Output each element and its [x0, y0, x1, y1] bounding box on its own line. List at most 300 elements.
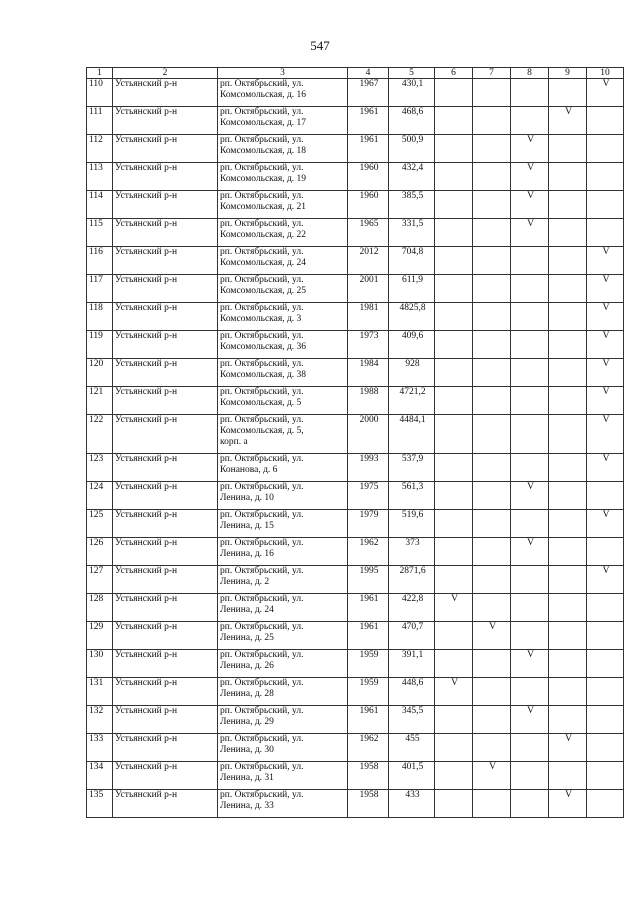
- area-cell: 704,8: [389, 247, 435, 275]
- address-line: Ленина, д. 16: [220, 549, 274, 559]
- mark-cell: [473, 510, 511, 538]
- address-line: Комсомольская, д. 19: [220, 174, 307, 184]
- area-cell: 373: [389, 538, 435, 566]
- area-cell: 409,6: [389, 331, 435, 359]
- year-cell: 1961: [348, 594, 389, 622]
- row-number: 121: [87, 387, 113, 415]
- address-line: Ленина, д. 24: [220, 605, 274, 615]
- address-line: рп. Октябрьский, ул.: [220, 191, 304, 201]
- address-line: Ленина, д. 2: [220, 577, 270, 587]
- mark-cell: [435, 359, 473, 387]
- year-cell: 2001: [348, 275, 389, 303]
- address-cell: [218, 566, 348, 594]
- year-cell: 1960: [348, 163, 389, 191]
- address-line: Комсомольская, д. 18: [220, 146, 307, 156]
- mark-cell: [473, 387, 511, 415]
- mark-cell: [549, 331, 587, 359]
- mark-cell: [511, 790, 549, 818]
- mark-cell: [587, 790, 624, 818]
- table-row: [87, 331, 624, 359]
- address-line: Конанова, д. 6: [220, 465, 278, 475]
- mark-cell: [435, 331, 473, 359]
- column-header: 10: [587, 68, 624, 79]
- year-cell: 2000: [348, 415, 389, 454]
- mark-cell: [587, 191, 624, 219]
- mark-cell: V: [587, 387, 624, 415]
- district-cell: Устьянский р-н: [113, 510, 218, 538]
- address-line: рп. Октябрьский, ул.: [220, 219, 304, 229]
- area-cell: 331,5: [389, 219, 435, 247]
- area-cell: 422,8: [389, 594, 435, 622]
- mark-cell: [587, 219, 624, 247]
- table-row: [87, 650, 624, 678]
- mark-cell: [435, 734, 473, 762]
- district-cell: Устьянский р-н: [113, 163, 218, 191]
- mark-cell: [511, 594, 549, 622]
- mark-cell: [473, 303, 511, 331]
- mark-cell: V: [473, 622, 511, 650]
- mark-cell: [435, 510, 473, 538]
- mark-cell: [435, 191, 473, 219]
- year-cell: 1995: [348, 566, 389, 594]
- mark-cell: V: [587, 359, 624, 387]
- address-cell: [218, 762, 348, 790]
- table-row: [87, 387, 624, 415]
- mark-cell: [511, 510, 549, 538]
- mark-cell: [549, 706, 587, 734]
- mark-cell: [473, 734, 511, 762]
- mark-cell: V: [549, 734, 587, 762]
- mark-cell: [511, 331, 549, 359]
- mark-cell: [587, 622, 624, 650]
- address-cell: [218, 275, 348, 303]
- year-cell: 1975: [348, 482, 389, 510]
- district-cell: Устьянский р-н: [113, 247, 218, 275]
- mark-cell: [587, 650, 624, 678]
- mark-cell: [587, 734, 624, 762]
- row-number: 125: [87, 510, 113, 538]
- address-line: Ленина, д. 33: [220, 801, 274, 811]
- column-number-row: [87, 68, 624, 79]
- address-line: Ленина, д. 28: [220, 689, 274, 699]
- mark-cell: [549, 387, 587, 415]
- mark-cell: V: [473, 762, 511, 790]
- mark-cell: [473, 678, 511, 706]
- row-number: 110: [87, 79, 113, 107]
- mark-cell: [587, 107, 624, 135]
- district-cell: Устьянский р-н: [113, 594, 218, 622]
- mark-cell: V: [511, 538, 549, 566]
- mark-cell: [511, 303, 549, 331]
- mark-cell: [549, 219, 587, 247]
- row-number: 123: [87, 454, 113, 482]
- address-line: Ленина, д. 26: [220, 661, 274, 671]
- mark-cell: [435, 79, 473, 107]
- address-cell: [218, 650, 348, 678]
- address-line: Комсомольская, д. 38: [220, 370, 307, 380]
- table-row: [87, 482, 624, 510]
- address-line: Ленина, д. 15: [220, 521, 274, 531]
- year-cell: 1967: [348, 79, 389, 107]
- address-cell: [218, 678, 348, 706]
- mark-cell: [473, 706, 511, 734]
- address-cell: [218, 482, 348, 510]
- mark-cell: [435, 790, 473, 818]
- row-number: 113: [87, 163, 113, 191]
- mark-cell: [435, 454, 473, 482]
- address-line: рп. Октябрьский, ул.: [220, 734, 304, 744]
- mark-cell: [511, 107, 549, 135]
- address-cell: [218, 79, 348, 107]
- year-cell: 1962: [348, 538, 389, 566]
- address-cell: [218, 247, 348, 275]
- row-number: 133: [87, 734, 113, 762]
- mark-cell: V: [587, 566, 624, 594]
- row-number: 132: [87, 706, 113, 734]
- address-line: рп. Октябрьский, ул.: [220, 790, 304, 800]
- mark-cell: [511, 359, 549, 387]
- mark-cell: V: [511, 135, 549, 163]
- table-row: [87, 359, 624, 387]
- table-row: [87, 566, 624, 594]
- mark-cell: [435, 163, 473, 191]
- page-number: 547: [310, 38, 330, 53]
- mark-cell: [511, 387, 549, 415]
- year-cell: 1961: [348, 706, 389, 734]
- year-cell: 1961: [348, 135, 389, 163]
- area-cell: 928: [389, 359, 435, 387]
- table-row: [87, 622, 624, 650]
- table-row: [87, 454, 624, 482]
- year-cell: 1988: [348, 387, 389, 415]
- mark-cell: [549, 415, 587, 454]
- address-cell: [218, 538, 348, 566]
- mark-cell: [549, 622, 587, 650]
- district-cell: Устьянский р-н: [113, 135, 218, 163]
- address-cell: [218, 303, 348, 331]
- area-cell: 4721,2: [389, 387, 435, 415]
- table-row: [87, 275, 624, 303]
- mark-cell: [435, 303, 473, 331]
- area-cell: 561,3: [389, 482, 435, 510]
- address-line: рп. Октябрьский, ул.: [220, 163, 304, 173]
- mark-cell: [549, 275, 587, 303]
- mark-cell: [549, 191, 587, 219]
- mark-cell: [435, 219, 473, 247]
- address-line: Комсомольская, д. 24: [220, 258, 307, 268]
- address-line: рп. Октябрьский, ул.: [220, 594, 304, 604]
- row-number: 122: [87, 415, 113, 454]
- district-cell: Устьянский р-н: [113, 650, 218, 678]
- mark-cell: [511, 762, 549, 790]
- mark-cell: V: [435, 678, 473, 706]
- area-cell: 4484,1: [389, 415, 435, 454]
- area-cell: 611,9: [389, 275, 435, 303]
- area-cell: 432,4: [389, 163, 435, 191]
- mark-cell: [549, 482, 587, 510]
- address-cell: [218, 163, 348, 191]
- district-cell: Устьянский р-н: [113, 566, 218, 594]
- address-line: Ленина, д. 30: [220, 745, 274, 755]
- address-line: рп. Октябрьский, ул.: [220, 359, 304, 369]
- mark-cell: [473, 275, 511, 303]
- address-line: Комсомольская, д. 21: [220, 202, 307, 212]
- mark-cell: V: [511, 163, 549, 191]
- table-row: [87, 415, 624, 454]
- address-cell: [218, 622, 348, 650]
- address-line: рп. Октябрьский, ул.: [220, 415, 304, 425]
- table-row: [87, 163, 624, 191]
- district-cell: Устьянский р-н: [113, 331, 218, 359]
- mark-cell: [473, 482, 511, 510]
- district-cell: Устьянский р-н: [113, 275, 218, 303]
- table-row: [87, 538, 624, 566]
- mark-cell: [435, 622, 473, 650]
- mark-cell: [511, 622, 549, 650]
- row-number: 119: [87, 331, 113, 359]
- address-line: рп. Октябрьский, ул.: [220, 331, 304, 341]
- address-line: рп. Октябрьский, ул.: [220, 247, 304, 257]
- address-line: рп. Октябрьский, ул.: [220, 622, 304, 632]
- address-line: рп. Октябрьский, ул.: [220, 135, 304, 145]
- address-line: рп. Октябрьский, ул.: [220, 566, 304, 576]
- address-cell: [218, 135, 348, 163]
- table-body: [87, 79, 624, 818]
- mark-cell: [511, 79, 549, 107]
- row-number: 114: [87, 191, 113, 219]
- mark-cell: [549, 538, 587, 566]
- district-cell: Устьянский р-н: [113, 79, 218, 107]
- mark-cell: [549, 135, 587, 163]
- address-cell: [218, 734, 348, 762]
- row-number: 129: [87, 622, 113, 650]
- year-cell: 1959: [348, 650, 389, 678]
- area-cell: 433: [389, 790, 435, 818]
- mark-cell: [587, 135, 624, 163]
- address-cell: [218, 331, 348, 359]
- table-row: [87, 594, 624, 622]
- mark-cell: [473, 650, 511, 678]
- address-cell: [218, 191, 348, 219]
- column-header: 3: [218, 68, 348, 79]
- area-cell: 448,6: [389, 678, 435, 706]
- district-cell: Устьянский р-н: [113, 762, 218, 790]
- year-cell: 1984: [348, 359, 389, 387]
- mark-cell: V: [587, 510, 624, 538]
- row-number: 111: [87, 107, 113, 135]
- address-line: Комсомольская, д. 17: [220, 118, 307, 128]
- mark-cell: V: [587, 247, 624, 275]
- address-line: Ленина, д. 29: [220, 717, 274, 727]
- address-line: рп. Октябрьский, ул.: [220, 510, 304, 520]
- mark-cell: [473, 594, 511, 622]
- district-cell: Устьянский р-н: [113, 622, 218, 650]
- address-line: Комсомольская, д. 25: [220, 286, 307, 296]
- address-line: рп. Октябрьский, ул.: [220, 79, 304, 89]
- mark-cell: V: [587, 79, 624, 107]
- address-line: рп. Октябрьский, ул.: [220, 538, 304, 548]
- address-line: рп. Октябрьский, ул.: [220, 482, 304, 492]
- row-number: 116: [87, 247, 113, 275]
- row-number: 117: [87, 275, 113, 303]
- address-cell: [218, 594, 348, 622]
- mark-cell: [549, 79, 587, 107]
- column-header: 5: [389, 68, 435, 79]
- district-cell: Устьянский р-н: [113, 415, 218, 454]
- column-header: 6: [435, 68, 473, 79]
- mark-cell: [473, 538, 511, 566]
- address-line: Комсомольская, д. 3: [220, 314, 302, 324]
- address-cell: [218, 387, 348, 415]
- mark-cell: [435, 247, 473, 275]
- district-cell: Устьянский р-н: [113, 107, 218, 135]
- mark-cell: V: [511, 219, 549, 247]
- mark-cell: [435, 538, 473, 566]
- year-cell: 1981: [348, 303, 389, 331]
- mark-cell: [473, 415, 511, 454]
- address-line: рп. Октябрьский, ул.: [220, 650, 304, 660]
- address-line: Комсомольская, д. 36: [220, 342, 307, 352]
- area-cell: 391,1: [389, 650, 435, 678]
- row-number: 130: [87, 650, 113, 678]
- year-cell: 1961: [348, 107, 389, 135]
- mark-cell: V: [511, 650, 549, 678]
- mark-cell: [511, 275, 549, 303]
- mark-cell: [473, 107, 511, 135]
- column-header: 8: [511, 68, 549, 79]
- mark-cell: [435, 387, 473, 415]
- area-cell: 468,6: [389, 107, 435, 135]
- mark-cell: [587, 594, 624, 622]
- row-number: 134: [87, 762, 113, 790]
- area-cell: 500,9: [389, 135, 435, 163]
- mark-cell: V: [549, 107, 587, 135]
- district-cell: Устьянский р-н: [113, 482, 218, 510]
- mark-cell: [473, 163, 511, 191]
- address-line: Ленина, д. 25: [220, 633, 274, 643]
- year-cell: 1979: [348, 510, 389, 538]
- area-cell: 385,5: [389, 191, 435, 219]
- mark-cell: V: [587, 454, 624, 482]
- mark-cell: [587, 163, 624, 191]
- mark-cell: [511, 566, 549, 594]
- table-row: [87, 107, 624, 135]
- row-number: 124: [87, 482, 113, 510]
- row-number: 115: [87, 219, 113, 247]
- mark-cell: [473, 79, 511, 107]
- district-cell: Устьянский р-н: [113, 734, 218, 762]
- mark-cell: V: [587, 275, 624, 303]
- address-cell: [218, 107, 348, 135]
- mark-cell: [587, 762, 624, 790]
- address-line: Комсомольская, д. 16: [220, 90, 307, 100]
- area-cell: 455: [389, 734, 435, 762]
- area-cell: 2871,6: [389, 566, 435, 594]
- area-cell: 430,1: [389, 79, 435, 107]
- mark-cell: [549, 650, 587, 678]
- mark-cell: [549, 163, 587, 191]
- mark-cell: [511, 678, 549, 706]
- table-row: [87, 706, 624, 734]
- mark-cell: [587, 706, 624, 734]
- mark-cell: [473, 191, 511, 219]
- address-cell: [218, 510, 348, 538]
- mark-cell: [511, 734, 549, 762]
- table-row: [87, 219, 624, 247]
- mark-cell: [435, 650, 473, 678]
- address-cell: [218, 359, 348, 387]
- table-row: [87, 247, 624, 275]
- address-line: рп. Октябрьский, ул.: [220, 454, 304, 464]
- address-line: рп. Октябрьский, ул.: [220, 303, 304, 313]
- year-cell: 1958: [348, 790, 389, 818]
- address-cell: [218, 219, 348, 247]
- district-cell: Устьянский р-н: [113, 454, 218, 482]
- mark-cell: [473, 566, 511, 594]
- address-line: Ленина, д. 10: [220, 493, 274, 503]
- mark-cell: V: [435, 594, 473, 622]
- year-cell: 1973: [348, 331, 389, 359]
- district-cell: Устьянский р-н: [113, 790, 218, 818]
- district-cell: Устьянский р-н: [113, 191, 218, 219]
- mark-cell: [549, 303, 587, 331]
- mark-cell: [587, 538, 624, 566]
- area-cell: 470,7: [389, 622, 435, 650]
- table-row: [87, 678, 624, 706]
- district-cell: Устьянский р-н: [113, 706, 218, 734]
- table-row: [87, 79, 624, 107]
- area-cell: 537,9: [389, 454, 435, 482]
- address-line: рп. Октябрьский, ул.: [220, 275, 304, 285]
- column-header: 9: [549, 68, 587, 79]
- area-cell: 519,6: [389, 510, 435, 538]
- mark-cell: [511, 415, 549, 454]
- area-cell: 401,5: [389, 762, 435, 790]
- area-cell: 4825,8: [389, 303, 435, 331]
- mark-cell: [511, 454, 549, 482]
- mark-cell: [435, 706, 473, 734]
- year-cell: 2012: [348, 247, 389, 275]
- address-cell: [218, 706, 348, 734]
- column-header: 7: [473, 68, 511, 79]
- address-cell: [218, 415, 348, 454]
- row-number: 131: [87, 678, 113, 706]
- address-line: рп. Октябрьский, ул.: [220, 762, 304, 772]
- row-number: 120: [87, 359, 113, 387]
- mark-cell: V: [511, 482, 549, 510]
- area-cell: 345,5: [389, 706, 435, 734]
- mark-cell: [473, 219, 511, 247]
- column-header: 2: [113, 68, 218, 79]
- row-number: 135: [87, 790, 113, 818]
- mark-cell: [435, 107, 473, 135]
- mark-cell: [549, 594, 587, 622]
- mark-cell: V: [587, 331, 624, 359]
- year-cell: 1959: [348, 678, 389, 706]
- address-cell: [218, 454, 348, 482]
- address-line: Комсомольская, д. 5,: [220, 426, 304, 436]
- district-cell: Устьянский р-н: [113, 219, 218, 247]
- district-cell: Устьянский р-н: [113, 359, 218, 387]
- address-line: Ленина, д. 31: [220, 773, 274, 783]
- mark-cell: [549, 454, 587, 482]
- mark-cell: [549, 678, 587, 706]
- year-cell: 1962: [348, 734, 389, 762]
- registry-table: [86, 67, 624, 818]
- mark-cell: [473, 331, 511, 359]
- mark-cell: V: [511, 191, 549, 219]
- row-number: 127: [87, 566, 113, 594]
